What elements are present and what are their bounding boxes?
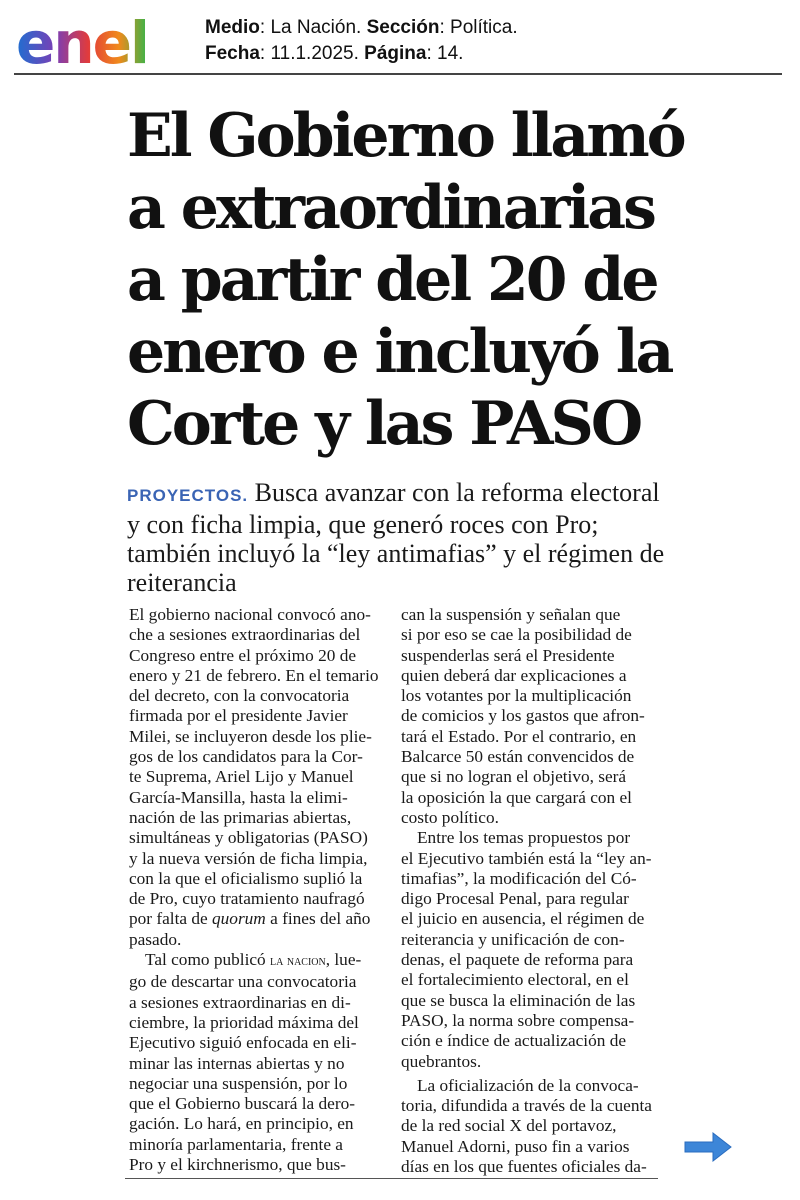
text-line: Entre los temas propuestos por [417,828,631,848]
text-line: suspenderlas será el Presidente [401,645,615,665]
text-line: y la nueva versión de ficha limpia, [129,848,368,868]
text-line: de la red social X del portavoz, [401,1116,617,1136]
text-fragment: , lue- [325,950,362,970]
text-line: quebrantos. [401,1051,482,1071]
text-line: costo político. [401,807,499,827]
paragraph [129,950,387,1175]
pagina-value: 14. [437,43,464,64]
text-line: que se busca la eliminación de las [401,990,636,1010]
fecha-value: 11.1.2025. [270,43,359,64]
text-line: a sesiones extraordinarias en di- [129,992,351,1012]
text-line: minoría parlamentaria, frente a [129,1134,343,1154]
publication-name: la nacion [270,954,326,970]
text-fragment: por falta de [129,909,213,929]
text-line: del decreto, con la convocatoria [129,686,350,706]
meta-line-2: Fecha: 11.1.2025. Página: 14. [205,43,464,64]
text-line: La oficialización de la convoca- [417,1075,639,1095]
pagina-label: Página [364,43,427,64]
meta-line-1: Medio: La Nación. Sección: Política. [205,17,518,38]
text-line [129,909,387,929]
text-line: ciembre, la prioridad máxima del [129,1012,359,1032]
text-line: nación de las primarias abiertas, [129,807,352,827]
text-line: pasado. [129,929,182,949]
text-line: El gobierno nacional convocó ano- [129,605,371,624]
text-line: toria, difundida a través de la cuenta [401,1096,652,1116]
footer-divider [125,1178,658,1179]
text-line: negociar una suspensión, por lo [129,1073,348,1093]
text-line: Manuel Adorni, puso fin a varios [401,1136,630,1156]
text-line: ción e índice de actualización de [401,1031,627,1051]
headline-line: a extraordinarias [127,173,654,243]
text-line: minar las internas abiertas y no [129,1053,345,1073]
article-subhead [127,478,667,597]
text-line: Congreso entre el próximo 20 de [129,645,357,665]
text-line: de Pro, cuyo tratamiento naufragó [129,889,365,909]
text-line: timafias”, la modificación del Có- [401,868,637,888]
text-line [129,950,387,972]
enel-logo [14,8,174,70]
text-line: gación. Lo hará, en principio, en [129,1114,354,1134]
text-line: enero y 21 de febrero. En el temario [129,665,379,685]
paragraph [401,605,657,828]
clipping-metadata [205,15,518,67]
text-line: go de descartar una convocatoria [129,972,357,992]
text-line: la oposición la que cargará con el [401,787,632,807]
seccion-label: Sección [366,17,440,38]
text-line: Milei, se incluyeron desde los plie- [129,726,372,746]
text-line: el juicio en ausencia, el régimen de [401,909,645,929]
text-line: PASO, la norma sobre compensa- [401,1010,635,1030]
text-line: che a sesiones extraordinarias del [129,625,361,645]
text-line: de comicios y los gastos que afron- [401,706,645,726]
article-headline [127,100,687,460]
clipping-header [0,0,800,80]
article-column-1 [129,605,387,1175]
medio-label: Medio [205,17,260,38]
text-line: digo Procesal Penal, para regular [401,889,629,909]
text-line: can la suspensión y señalan que [401,605,621,624]
text-line: quien deberá dar explicaciones a [401,665,627,685]
right-arrow-icon[interactable] [683,1130,733,1164]
paragraph [129,605,387,950]
text-line: Pro y el kirchnerismo, que bus- [129,1155,346,1175]
subhead-kicker: PROYECTOS. [127,486,249,505]
text-line: con la que el oficialismo suplió la [129,868,363,888]
text-line: Balcarce 50 están convencidos de [401,747,635,767]
paragraph [401,1076,657,1177]
medio-value: La Nación. [270,17,362,38]
paragraph [401,828,657,1072]
text-line: los votantes por la multiplicación [401,686,632,706]
text-line: tará el Estado. Por el contrario, en [401,726,637,746]
text-line: el fortalecimiento electoral, en el [401,970,629,990]
svg-text:enel: enel [16,9,148,70]
text-line: si por eso se cae la posibilidad de [401,625,632,645]
headline-line: Corte y las PASO [127,389,641,459]
text-fragment: Tal como publicó [145,950,271,970]
headline-line: enero e incluyó la [127,317,672,387]
headline-line: El Gobierno llamó [127,101,684,171]
text-line: que el Gobierno buscará la dero- [129,1094,355,1114]
quorum-italic: quorum [212,909,266,929]
text-line: Ejecutivo siguió enfocada en eli- [129,1033,357,1053]
text-line: que si no logran el objetivo, será [401,767,627,787]
article-column-2 [401,605,657,1177]
headline-line: a partir del 20 de [127,245,657,315]
seccion-value: Política. [450,17,518,38]
text-line: el Ejecutivo también está la “ley an- [401,848,652,868]
text-line: días en los que fuentes oficiales da- [401,1157,647,1177]
subhead-text: Busca avanzar con la reforma electoral y con ficha limpia, que generó roces con Pro; también incluyó la “ley antimafias” y el régimen de reiterancia [127,478,665,597]
header-divider [14,73,782,75]
text-line: denas, el paquete de reforma para [401,950,634,970]
text-line: firmada por el presidente Javier [129,706,348,726]
text-line: simultáneas y obligatorias (PASO) [129,828,368,848]
text-line: García-Mansilla, hasta la elimi- [129,787,348,807]
text-line: reiterancia y unificación de con- [401,929,625,949]
text-line: te Suprema, Ariel Lijo y Manuel [129,767,354,787]
fecha-label: Fecha [205,43,260,64]
text-fragment: a fines del año [265,909,371,929]
text-line: gos de los candidatos para la Cor- [129,747,363,767]
